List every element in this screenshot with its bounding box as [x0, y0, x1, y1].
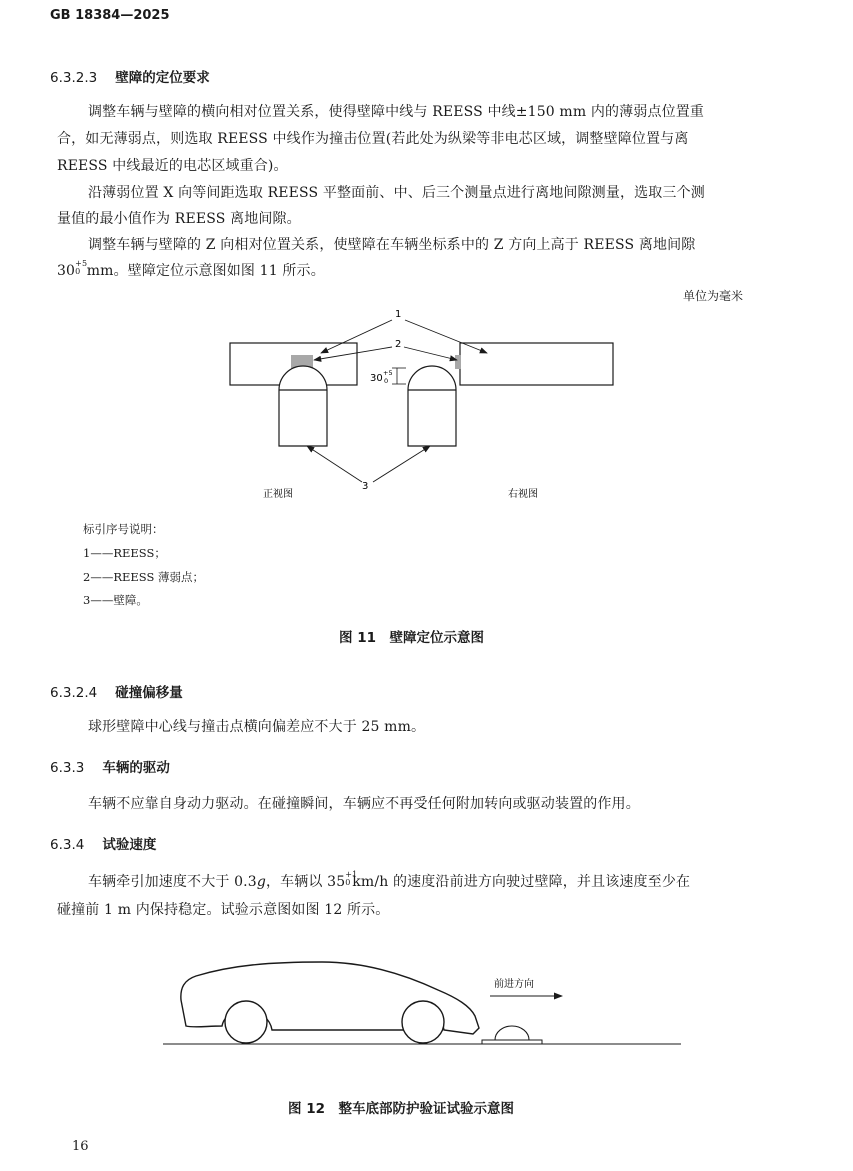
side-barrier-shape — [408, 366, 456, 446]
side-reess-block — [460, 343, 613, 385]
section-title: 壁障的定位要求 — [115, 70, 210, 86]
front-view-label: 正视图 — [263, 489, 293, 500]
paragraph-line: 量值的最小值作为 REESS 离地间隙。 — [57, 211, 301, 227]
paragraph-line: 合，如无薄弱点，则选取 REESS 中线作为撞击位置(若此处为纵梁等非电芯区域，调整壁障位置与离 — [57, 131, 689, 147]
callout-3: 3 — [362, 481, 369, 492]
paragraph-line: 调整车辆与壁障的横向相对位置关系，使得壁障中线与 REESS 中线±150 mm 内的薄弱点位置重 — [88, 104, 705, 120]
rear-wheel — [225, 1001, 267, 1043]
paragraph-line: 车辆不应靠自身动力驱动。在碰撞瞬间，车辆应不再受任何附加转向或驱动装置的作用。 — [88, 796, 640, 812]
section-number: 6.3.2.3 — [50, 70, 98, 86]
spherical-barrier — [495, 1026, 529, 1040]
standard-code: GB 18384—2025 — [50, 8, 170, 23]
side-weak-point — [455, 355, 461, 369]
paragraph-line: 30 +5 0 mm。壁障定位示意图如图 11 所示。 — [57, 259, 325, 279]
direction-label: 前进方向 — [494, 979, 534, 990]
section-6-3-2-3-heading — [50, 66, 210, 86]
legend-item-3: 3——壁障。 — [83, 593, 148, 607]
paragraph-line: 调整车辆与壁障的 Z 向相对位置关系，使壁障在车辆坐标系中的 Z 方向上高于 REESS 离地间隙 — [88, 237, 696, 253]
callout-2: 2 — [395, 339, 402, 350]
dimension-tol-lower: 0 — [384, 377, 389, 385]
section-6-3-4-heading: 6.3.4 试验速度 — [50, 837, 157, 853]
right-view-label: 右视图 — [508, 489, 538, 500]
section-6-3-3-heading: 6.3.3 车辆的驱动 — [50, 760, 170, 776]
paragraph-line: 球形壁障中心线与撞击点横向偏差应不大于 25 mm。 — [88, 719, 426, 735]
figure-12-caption: 图 12 整车底部防护验证试验示意图 — [288, 1101, 514, 1117]
legend-title: 标引序号说明： — [83, 522, 164, 536]
paragraph-line: 碰撞前 1 m 内保持稳定。试验示意图如图 12 所示。 — [57, 902, 390, 918]
barrier-base — [482, 1040, 542, 1044]
paragraph-line: REESS 中线最近的电芯区域重合)。 — [57, 158, 288, 174]
page-number: 16 — [72, 1139, 89, 1154]
legend-item-2: 2——REESS 薄弱点； — [83, 570, 204, 584]
figure-12-diagram — [0, 940, 853, 1055]
legend-item-1: 1——REESS； — [83, 546, 166, 560]
dimension-tol-upper: +5 — [383, 369, 393, 377]
dimension-value: 30 — [370, 373, 383, 384]
callout-1: 1 — [395, 309, 402, 320]
paragraph-line: 车辆牵引加速度不大于 0.3g，车辆以 35 +1 0 km/h 的速度沿前进方向驶过壁障，并且该速度至少在 — [88, 870, 691, 890]
figure-11-diagram — [0, 300, 853, 515]
unit-note: 单位为毫米 — [683, 289, 744, 303]
figure-11-caption: 图 11 壁障定位示意图 — [339, 630, 484, 646]
paragraph-line: 沿薄弱位置 X 向等间距选取 REESS 平整面前、中、后三个测量点进行离地间隙测量，选取三个测 — [88, 185, 705, 201]
front-barrier-shape — [279, 366, 327, 446]
front-wheel — [402, 1001, 444, 1043]
section-6-3-2-4-heading: 6.3.2.4 碰撞偏移量 — [50, 685, 183, 701]
